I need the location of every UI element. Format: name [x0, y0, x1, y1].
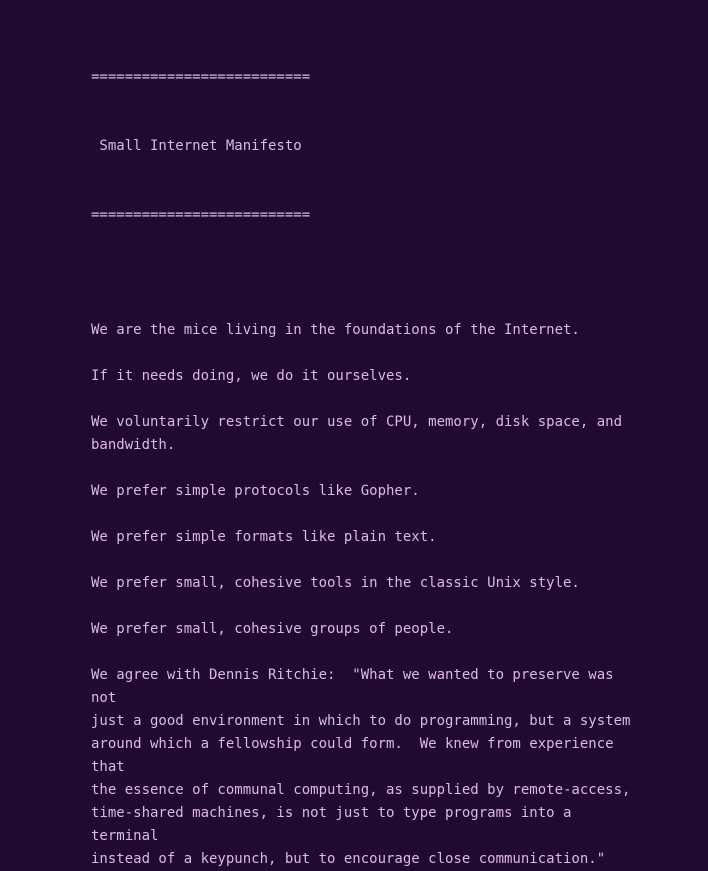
manifesto-body — [91, 319, 688, 871]
manifesto-paragraph: We are the mice living in the foundations of the Internet. — [91, 322, 580, 338]
header-rule-bottom: ========================== — [91, 207, 311, 223]
header-rule-top: ========================== — [91, 69, 311, 85]
manifesto-paragraph: If it needs doing, we do it ourselves. — [91, 368, 412, 384]
manifesto-paragraph: We prefer simple formats like plain text. — [91, 529, 437, 545]
ritchie-quote-paragraph: We agree with Dennis Ritchie: "What we wanted to preserve was not just a good environment in which to do programming, but a system around which a fellowship could form. We knew from experience that the essence of communal computing, as supplied by remote-access, time-shared machines, is not just to type programs into a terminal instead of a keypunch, but to encourage close communication." — [91, 667, 631, 867]
header-spacer — [91, 273, 688, 319]
manifesto-paragraph: We prefer simple protocols like Gopher. — [91, 483, 420, 499]
manifesto-paragraph: We voluntarily restrict our use of CPU, memory, disk space, and bandwidth. — [91, 414, 623, 453]
manifesto-header — [91, 20, 688, 273]
page-title: Small Internet Manifesto — [91, 138, 302, 154]
manifesto-paragraph: We prefer small, cohesive groups of people. — [91, 621, 454, 637]
manifesto-paragraph: We prefer small, cohesive tools in the classic Unix style. — [91, 575, 580, 591]
